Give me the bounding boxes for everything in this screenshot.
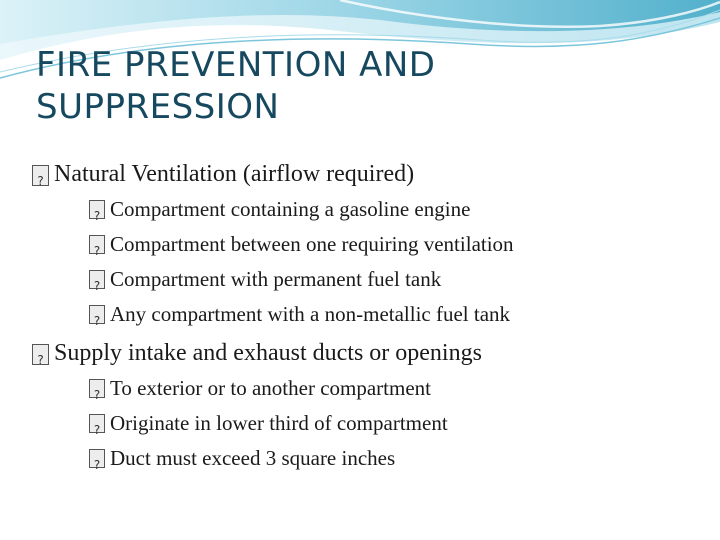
- bullet-glyph-icon: [89, 449, 105, 468]
- sub-bullet-item: [32, 228, 692, 263]
- bullet-glyph-icon: [89, 305, 105, 324]
- sub-bullet-text: Duct must exceed 3 square inches: [110, 446, 396, 470]
- bullet-glyph-icon: [89, 235, 105, 254]
- sub-bullet-item: [32, 298, 692, 333]
- bullet-glyph-icon: [89, 414, 105, 433]
- sub-bullet-item: [32, 372, 692, 407]
- bullet-glyph-icon: [89, 200, 105, 219]
- sub-bullet-text: Compartment between one requiring ventilation: [110, 232, 514, 256]
- bullet-item: [32, 158, 692, 193]
- bullet-glyph-icon: [89, 270, 105, 289]
- sub-bullet-item: [32, 442, 692, 477]
- bullet-item: [32, 337, 692, 372]
- bullet-glyph-icon: [89, 379, 105, 398]
- bullet-text: Natural Ventilation (airflow required): [54, 161, 415, 187]
- slide-title: [36, 44, 676, 128]
- sub-bullet-text: Originate in lower third of compartment: [110, 411, 448, 435]
- sub-bullet-text: To exterior or to another compartment: [110, 376, 431, 400]
- sub-bullet-text: Any compartment with a non-metallic fuel tank: [110, 302, 511, 326]
- sub-bullet-text: Compartment with permanent fuel tank: [110, 267, 442, 291]
- bullet-text: Supply intake and exhaust ducts or openings: [54, 340, 482, 366]
- sub-bullet-text: Compartment containing a gasoline engine: [110, 197, 471, 221]
- bullet-glyph-icon: [32, 165, 49, 186]
- slide-title-line-2: SUPPRESSION: [36, 87, 280, 127]
- sub-bullet-item: [32, 263, 692, 298]
- slide-title-line-1: FIRE PREVENTION AND: [36, 45, 436, 85]
- bullet-list: [32, 156, 692, 477]
- sub-bullet-item: [32, 193, 692, 228]
- bullet-glyph-icon: [32, 344, 49, 365]
- sub-bullet-item: [32, 407, 692, 442]
